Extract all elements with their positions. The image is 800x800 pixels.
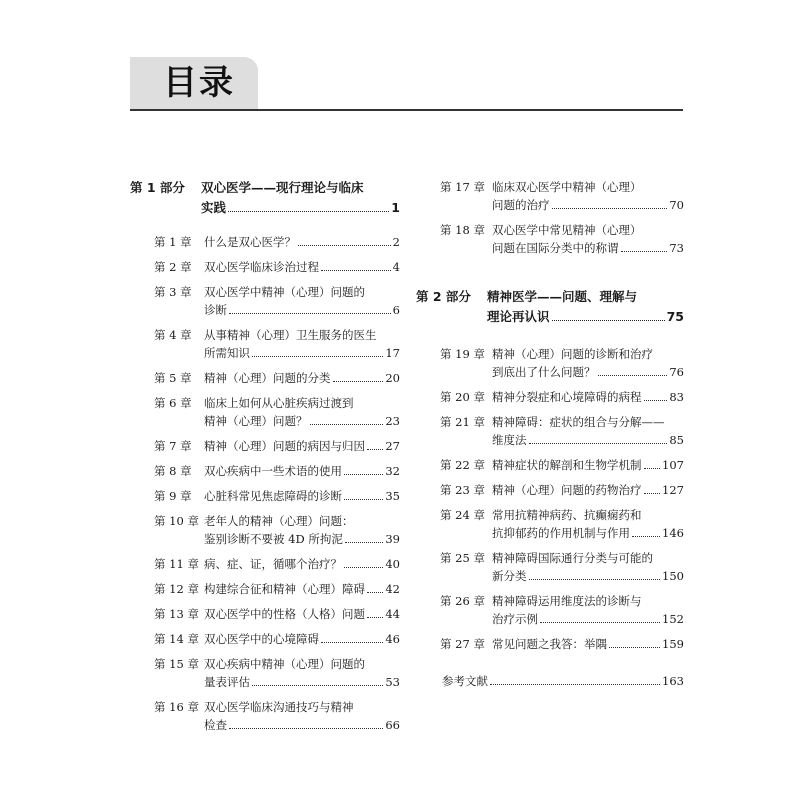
toc-page-number: 1 xyxy=(391,200,400,215)
toc-entry-title-line: 双心疾病中精神（心理）问题的 xyxy=(204,657,365,671)
toc-chapter-entry[interactable] xyxy=(130,462,400,480)
toc-entry-number: 第 3 章 xyxy=(154,285,192,299)
toc-entry-title-line: 精神（心理）问题的药物治疗 xyxy=(492,483,642,497)
toc-dot-leader xyxy=(252,356,383,357)
toc-entry-title-line: 精神症状的解剖和生物学机制 xyxy=(492,458,642,472)
toc-dot-leader xyxy=(490,684,660,685)
toc-dot-leader xyxy=(298,245,391,246)
toc-page-number: 152 xyxy=(662,612,684,626)
toc-chapter-entry[interactable] xyxy=(416,345,684,381)
toc-entry-title-line: 病、症、证，循哪个治疗？ xyxy=(204,557,342,571)
toc-page-number: 66 xyxy=(385,718,400,732)
toc-chapter-entry[interactable] xyxy=(130,283,400,319)
toc-entry-number: 第 19 章 xyxy=(440,347,485,361)
toc-column-left xyxy=(130,178,400,741)
toc-chapter-entry[interactable] xyxy=(416,178,684,214)
toc-entry-number: 第 27 章 xyxy=(440,637,485,651)
toc-page-number: 70 xyxy=(669,198,684,212)
toc-entry-number: 第 14 章 xyxy=(154,632,199,646)
toc-page-number: 20 xyxy=(385,371,400,385)
toc-page-number: 42 xyxy=(385,582,400,596)
toc-entry-title-line: 双心医学中常见精神（心理） xyxy=(492,223,642,237)
toc-entry-title-line: 所需知识 xyxy=(204,346,250,360)
toc-dot-leader xyxy=(529,579,661,580)
toc-entry-title-line: 问题在国际分类中的称谓 xyxy=(492,241,619,255)
toc-entry-title-line: 维度法 xyxy=(492,433,527,447)
toc-dot-leader xyxy=(529,443,668,444)
toc-dot-leader xyxy=(632,536,660,537)
toc-entry-title-line: 临床双心医学中精神（心理） xyxy=(492,180,642,194)
toc-page-number: 44 xyxy=(385,607,400,621)
toc-dot-leader xyxy=(598,375,668,376)
toc-entry-title-line: 临床上如何从心脏疾病过渡到 xyxy=(204,396,354,410)
toc-entry-number: 第 7 章 xyxy=(154,439,192,453)
toc-chapter-entry[interactable] xyxy=(416,549,684,585)
toc-entry-title-line: 新分类 xyxy=(492,569,527,583)
toc-part-entry[interactable] xyxy=(416,287,684,327)
toc-entry-title-line: 精神分裂症和心境障碍的病程 xyxy=(492,390,642,404)
toc-entry-title-line: 精神（心理）问题的病因与归因 xyxy=(204,439,365,453)
toc-dot-leader xyxy=(609,647,660,648)
toc-entry-number: 第 6 章 xyxy=(154,396,192,410)
toc-chapter-entry[interactable] xyxy=(130,394,400,430)
toc-entry-number: 第 18 章 xyxy=(440,223,485,237)
toc-page-number: 146 xyxy=(662,526,684,540)
toc-dot-leader xyxy=(644,400,668,401)
toc-entry-number: 第 15 章 xyxy=(154,657,199,671)
toc-dot-leader xyxy=(644,468,661,469)
toc-dot-leader xyxy=(552,208,668,209)
toc-entry-title-line: 从事精神（心理）卫生服务的医生 xyxy=(204,328,377,342)
toc-entry-title-line: 参考文献 xyxy=(442,674,488,688)
toc-page-number: 127 xyxy=(662,483,684,497)
toc-dot-leader xyxy=(229,313,391,314)
toc-entry-title-line: 心脏科常见焦虑障碍的诊断 xyxy=(204,489,342,503)
toc-chapter-entry[interactable] xyxy=(416,481,684,499)
toc-chapter-entry[interactable] xyxy=(130,605,400,623)
toc-entry-title-line: 精神障碍运用维度法的诊断与 xyxy=(492,594,642,608)
toc-chapter-entry[interactable] xyxy=(130,437,400,455)
toc-page-number: 4 xyxy=(392,260,400,274)
toc-entry-number: 第 22 章 xyxy=(440,458,485,472)
toc-dot-leader xyxy=(321,642,383,643)
toc-entry-number: 第 20 章 xyxy=(440,390,485,404)
toc-chapter-entry[interactable] xyxy=(416,506,684,542)
toc-entry-number: 第 12 章 xyxy=(154,582,199,596)
toc-entry-title-line: 量表评估 xyxy=(204,675,250,689)
toc-page-number: 40 xyxy=(385,557,400,571)
toc-page-number: 73 xyxy=(669,241,684,255)
toc-page-number: 159 xyxy=(662,637,684,651)
toc-chapter-entry[interactable] xyxy=(416,388,684,406)
toc-dot-leader xyxy=(333,381,384,382)
toc-chapter-entry[interactable] xyxy=(130,369,400,387)
toc-entry-title-line: 双心医学中的性格（人格）问题 xyxy=(204,607,365,621)
toc-entry-title-line: 精神（心理）问题的诊断和治疗 xyxy=(492,347,653,361)
toc-entry-number: 第 4 章 xyxy=(154,328,192,342)
toc-entry-title-line: 诊断 xyxy=(204,303,227,317)
page-title: 目录 xyxy=(163,63,235,103)
toc-entry-title-line: 精神障碍国际通行分类与可能的 xyxy=(492,551,653,565)
toc-entry-title-line: 精神障碍：症状的组合与分解—— xyxy=(492,415,665,429)
toc-chapter-entry[interactable] xyxy=(130,655,400,691)
toc-entry-title-line: 双心医学中精神（心理）问题的 xyxy=(204,285,365,299)
toc-page-number: 46 xyxy=(385,632,400,646)
toc-chapter-entry[interactable] xyxy=(130,487,400,505)
toc-chapter-entry[interactable] xyxy=(130,698,400,734)
toc-page-number: 23 xyxy=(385,414,400,428)
toc-entry-number: 第 10 章 xyxy=(154,514,199,528)
toc-entry-number: 第 2 部分 xyxy=(416,289,471,304)
toc-entry-title-line: 双心疾病中一些术语的使用 xyxy=(204,464,342,478)
toc-dot-leader xyxy=(552,320,665,321)
toc-entry-number: 第 2 章 xyxy=(154,260,192,274)
toc-dot-leader xyxy=(367,592,383,593)
toc-page-number: 85 xyxy=(669,433,684,447)
toc-dot-leader xyxy=(367,617,383,618)
toc-page-number: 107 xyxy=(662,458,684,472)
toc-entry-title-line: 常用抗精神病药、抗癫痫药和 xyxy=(492,508,642,522)
toc-entry-title-line: 精神（心理）问题？ xyxy=(204,414,308,428)
toc-chapter-entry[interactable] xyxy=(416,635,684,653)
toc-column-right xyxy=(416,178,684,690)
toc-part-entry[interactable] xyxy=(130,178,400,218)
toc-chapter-entry[interactable] xyxy=(130,258,400,276)
toc-entry-number: 第 11 章 xyxy=(154,557,199,571)
toc-entry-title-line: 问题的治疗 xyxy=(492,198,550,212)
toc-dot-leader xyxy=(310,424,384,425)
toc-chapter-entry[interactable] xyxy=(130,555,400,573)
toc-entry-title-line: 理论再认识 xyxy=(487,309,550,324)
toc-page-number: 32 xyxy=(385,464,400,478)
toc-entry-title-line: 治疗示例 xyxy=(492,612,538,626)
toc-entry-title-line: 双心医学临床沟通技巧与精神 xyxy=(204,700,354,714)
toc-entry-number: 第 5 章 xyxy=(154,371,192,385)
toc-dot-leader xyxy=(345,542,384,543)
toc-chapter-entry[interactable] xyxy=(130,233,400,251)
toc-dot-leader xyxy=(344,567,383,568)
toc-entry-number: 第 8 章 xyxy=(154,464,192,478)
toc-page-number: 83 xyxy=(669,390,684,404)
toc-chapter-entry[interactable] xyxy=(130,630,400,648)
toc-dot-leader xyxy=(252,685,383,686)
toc-page-number: 6 xyxy=(392,303,400,317)
toc-entry-title-line: 抗抑郁药的作用机制与作用 xyxy=(492,526,630,540)
toc-entry-number: 第 13 章 xyxy=(154,607,199,621)
toc-entry-number: 第 1 章 xyxy=(154,235,192,249)
toc-chapter-entry[interactable] xyxy=(130,580,400,598)
toc-page-number: 27 xyxy=(385,439,400,453)
toc-entry-title-line: 检查 xyxy=(204,718,227,732)
toc-entry-number: 第 24 章 xyxy=(440,508,485,522)
toc-references-entry[interactable] xyxy=(416,672,684,690)
toc-dot-leader xyxy=(344,499,383,500)
toc-entry-number: 第 16 章 xyxy=(154,700,199,714)
toc-entry-title-line: 鉴别诊断不要被 4D 所拘泥 xyxy=(204,532,343,546)
toc-entry-number: 第 26 章 xyxy=(440,594,485,608)
toc-dot-leader xyxy=(344,474,383,475)
toc-dot-leader xyxy=(621,251,668,252)
toc-dot-leader xyxy=(644,493,661,494)
toc-entry-title-line: 精神医学——问题、理解与 xyxy=(487,289,638,304)
toc-page-number: 163 xyxy=(662,674,684,688)
toc-dot-leader xyxy=(321,270,391,271)
title-underline xyxy=(130,109,683,111)
toc-entry-number: 第 1 部分 xyxy=(130,180,185,195)
toc-page-number: 150 xyxy=(662,569,684,583)
toc-dot-leader xyxy=(367,449,383,450)
toc-page-number: 75 xyxy=(666,309,684,324)
toc-dot-leader xyxy=(540,622,660,623)
toc-entry-number: 第 25 章 xyxy=(440,551,485,565)
toc-entry-title-line: 到底出了什么问题？ xyxy=(492,365,596,379)
toc-entry-title-line: 精神（心理）问题的分类 xyxy=(204,371,331,385)
toc-entry-title-line: 双心医学临床诊治过程 xyxy=(204,260,319,274)
toc-entry-title-line: 什么是双心医学？ xyxy=(204,235,296,249)
toc-page-number: 17 xyxy=(385,346,400,360)
toc-entry-title-line: 构建综合征和精神（心理）障碍 xyxy=(204,582,365,596)
toc-dot-leader xyxy=(228,211,389,212)
toc-entry-title-line: 老年人的精神（心理）问题： xyxy=(204,514,354,528)
toc-entry-number: 第 17 章 xyxy=(440,180,485,194)
toc-entry-title-line: 常见问题之我答：举隅 xyxy=(492,637,607,651)
toc-chapter-entry[interactable] xyxy=(416,221,684,257)
toc-page-number: 53 xyxy=(385,675,400,689)
toc-entry-title-line: 双心医学——现行理论与临床 xyxy=(201,180,364,195)
toc-chapter-entry[interactable] xyxy=(416,456,684,474)
toc-page-number: 76 xyxy=(669,365,684,379)
toc-chapter-entry[interactable] xyxy=(130,326,400,362)
toc-chapter-entry[interactable] xyxy=(130,512,400,548)
toc-entry-number: 第 23 章 xyxy=(440,483,485,497)
toc-entry-number: 第 21 章 xyxy=(440,415,485,429)
toc-entry-title-line: 双心医学中的心境障碍 xyxy=(204,632,319,646)
toc-entry-title-line: 实践 xyxy=(201,200,227,215)
toc-page-number: 35 xyxy=(385,489,400,503)
toc-page-number: 2 xyxy=(392,235,400,249)
toc-chapter-entry[interactable] xyxy=(416,413,684,449)
toc-chapter-entry[interactable] xyxy=(416,592,684,628)
toc-entry-number: 第 9 章 xyxy=(154,489,192,503)
toc-dot-leader xyxy=(229,728,383,729)
toc-page-number: 39 xyxy=(385,532,400,546)
